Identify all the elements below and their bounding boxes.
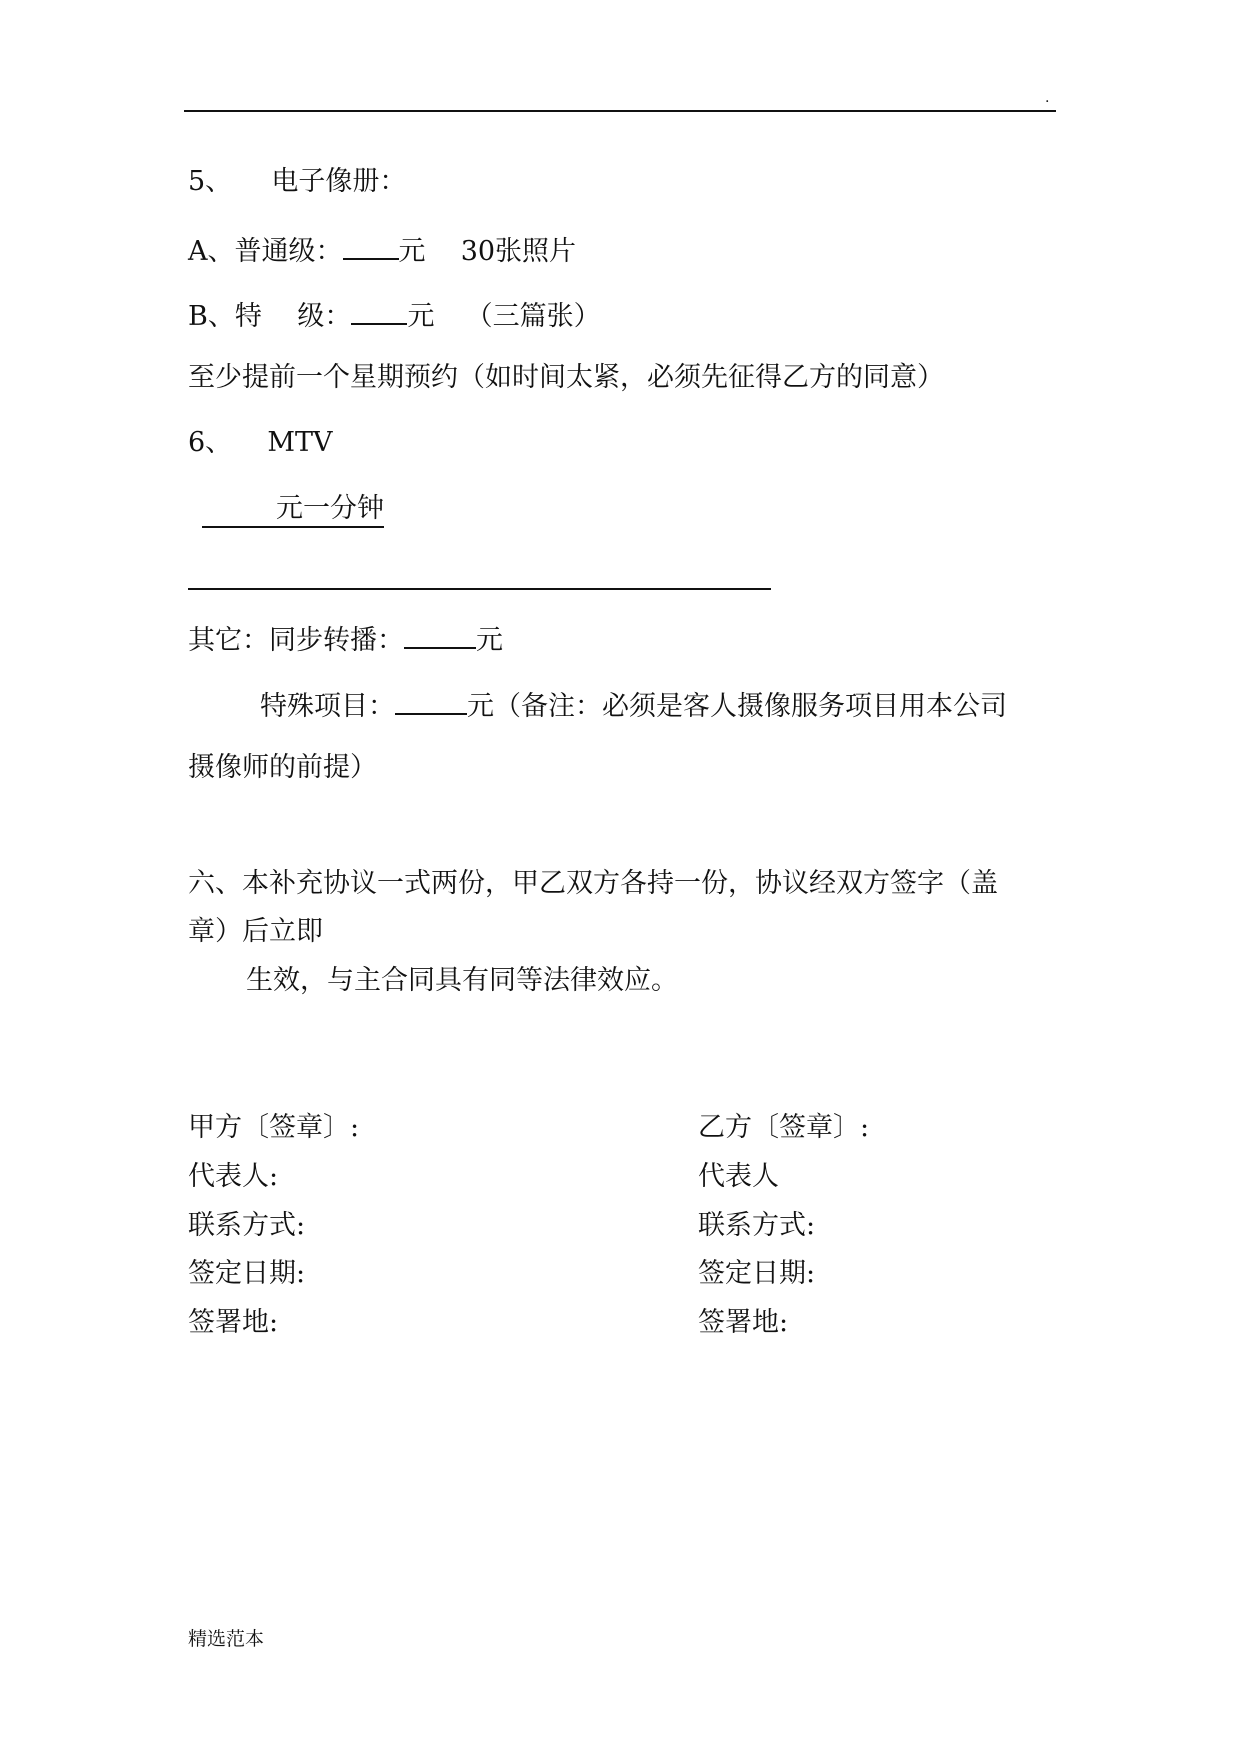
sync-label: 其它：同步转播： [188,625,404,656]
separator-rule [188,588,771,590]
clause6-line3: 生效，与主合同具有同等法律效应。 [246,965,678,996]
section6-heading [188,427,333,459]
item-a-label: A、普通级： [188,236,343,267]
item-b-label: B、特 级： [188,301,352,332]
section6-number: 6、 [188,427,233,458]
party-a-representative: 代表人: [188,1161,279,1192]
item-b-unit: 元 [407,301,435,332]
party-a-date: 签定日期: [188,1258,306,1289]
section5-number: 5、 [188,166,233,197]
item-a-note: 30张照片 [460,236,577,267]
header-mark: . [1045,90,1050,106]
party-b-title: 乙方〔签章〕: [698,1112,870,1143]
mtv-price-underlined [202,493,384,528]
special-rest: 元（备注：必须是客人摄像服务项目用本公司 [467,691,1007,722]
others-sync [188,621,503,657]
item-b-note: （三篇张） [465,301,601,332]
party-b-contact: 联系方式: [698,1210,816,1241]
item-a-unit: 元 [398,236,426,267]
party-b-date: 签定日期: [698,1258,816,1289]
item-a-price-blank [343,232,399,260]
section6-title: MTV [267,427,333,458]
item-b-price-blank [351,297,407,325]
header-rule [184,110,1056,112]
clause6-line2: 章）后立即 [188,916,323,947]
party-b-representative: 代表人 [698,1161,779,1192]
sync-price-blank [404,621,476,649]
section5-item-a [188,232,576,268]
special-label: 特殊项目： [260,691,395,722]
section5-item-b [188,297,601,333]
mtv-price-text: 元一分钟 [276,493,384,524]
section5-title: 电子像册： [271,166,407,197]
clause6-line1: 六、本补充协议一式两份，甲乙双方各持一份，协议经双方签字（盖 [188,868,998,899]
section5-heading [188,166,406,198]
sync-unit: 元 [476,625,503,656]
party-a-place: 签署地: [188,1307,279,1338]
others-special-continued: 摄像师的前提） [188,752,377,783]
section5-notice: 至少提前一个星期预约（如时间太紧，必须先征得乙方的同意） [188,362,944,393]
party-a-title: 甲方〔签章〕: [188,1112,360,1143]
party-b-place: 签署地: [698,1307,789,1338]
footer-text: 精选范本 [188,1628,265,1650]
party-a-contact: 联系方式: [188,1210,306,1241]
others-special [260,687,1007,723]
section6-price [202,493,384,525]
special-price-blank [395,687,467,715]
